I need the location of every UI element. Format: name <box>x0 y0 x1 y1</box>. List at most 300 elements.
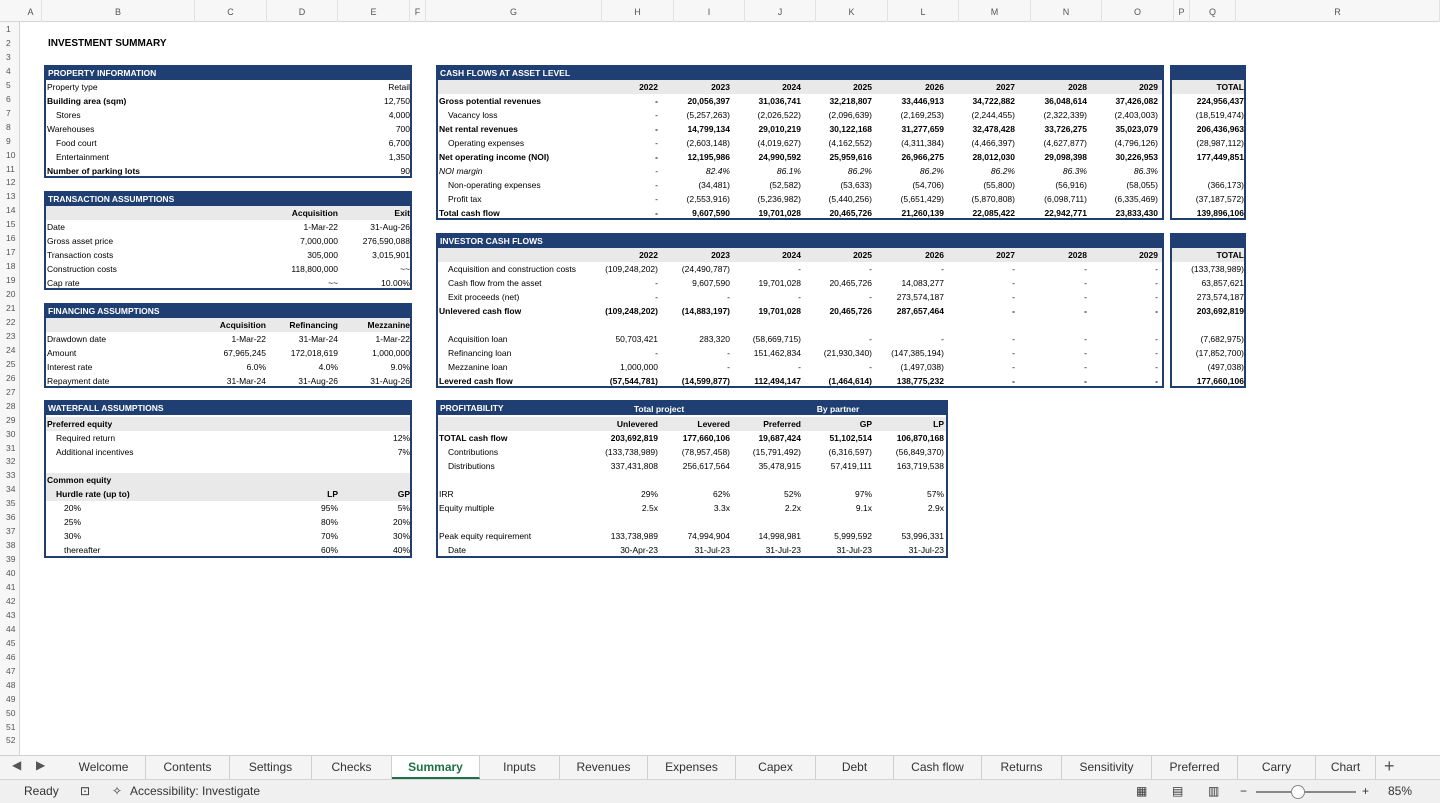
hurdle-header[interactable]: LP <box>327 489 338 499</box>
row-total[interactable]: 273,574,187 <box>1196 292 1244 302</box>
transaction-label[interactable]: Date <box>47 222 65 232</box>
year-header[interactable]: 2027 <box>996 250 1015 260</box>
row-value[interactable] <box>874 515 944 529</box>
hurdle-rate[interactable]: 30% <box>64 531 82 541</box>
row-header-30[interactable]: 30 <box>6 428 16 439</box>
row-value[interactable]: - <box>727 362 730 372</box>
row-header-17[interactable]: 17 <box>6 247 16 258</box>
row-value[interactable]: - <box>655 166 658 176</box>
row-value[interactable]: - <box>941 334 944 344</box>
row-value[interactable]: 74,994,904 <box>687 531 730 541</box>
row-header-2[interactable]: 2 <box>6 37 11 48</box>
row-value[interactable]: (56,849,370) <box>895 447 944 457</box>
row-value[interactable]: 22,085,422 <box>972 208 1015 218</box>
row-value[interactable]: - <box>798 264 801 274</box>
row-header-1[interactable]: 1 <box>6 24 11 34</box>
row-total[interactable]: (37,187,572) <box>1195 194 1244 204</box>
transaction-label[interactable]: Construction costs <box>47 264 117 274</box>
row-value[interactable]: 203,692,819 <box>610 433 658 443</box>
year-header[interactable]: 2028 <box>1068 82 1087 92</box>
row-value[interactable]: (2,096,639) <box>828 110 872 120</box>
row-header-23[interactable]: 23 <box>6 330 16 341</box>
row-value[interactable]: 20,465,726 <box>829 306 872 316</box>
year-header[interactable]: 2026 <box>925 250 944 260</box>
row-value[interactable]: - <box>1155 278 1158 288</box>
financing-label[interactable]: Interest rate <box>47 362 93 372</box>
tab-inputs[interactable]: Inputs <box>480 756 560 779</box>
tab-revenues[interactable]: Revenues <box>560 756 648 779</box>
col-header[interactable]: Refinancing <box>289 320 338 330</box>
row-value[interactable]: 106,870,168 <box>896 433 944 443</box>
row-value[interactable]: 20,056,397 <box>687 96 730 106</box>
year-header[interactable]: 2025 <box>853 82 872 92</box>
row-header-4[interactable]: 4 <box>6 65 11 76</box>
row-value[interactable] <box>660 473 730 487</box>
column-header-d[interactable]: D <box>267 0 338 22</box>
row-value[interactable]: 86.2% <box>990 166 1015 176</box>
row-value[interactable]: 3.3x <box>713 503 730 513</box>
row-value[interactable]: - <box>1084 292 1087 302</box>
tab-chart[interactable]: Chart <box>1316 756 1376 779</box>
row-value[interactable]: 273,574,187 <box>896 292 944 302</box>
row-value[interactable]: - <box>1012 306 1015 316</box>
column-header-o[interactable]: O <box>1102 0 1174 22</box>
total-header[interactable]: TOTAL <box>1216 82 1244 92</box>
year-header[interactable]: 2022 <box>639 250 658 260</box>
year-header[interactable]: 2023 <box>711 250 730 260</box>
row-header-9[interactable]: 9 <box>6 135 11 146</box>
row-value[interactable]: (4,311,384) <box>901 138 944 148</box>
col-header[interactable]: Exit <box>394 208 410 218</box>
tab-sensitivity[interactable]: Sensitivity <box>1062 756 1152 779</box>
row-value[interactable]: 32,218,807 <box>829 96 872 106</box>
year-header[interactable]: 2024 <box>782 250 801 260</box>
row-header-32[interactable]: 32 <box>6 456 16 467</box>
tab-debt[interactable]: Debt <box>816 756 894 779</box>
hurdle-gp[interactable]: 20% <box>392 517 410 527</box>
column-header-r[interactable]: R <box>1236 0 1440 22</box>
row-value[interactable]: (1,464,614) <box>828 376 872 386</box>
financing-value[interactable]: 31-Mar-24 <box>298 334 338 344</box>
tab-cash-flow[interactable]: Cash flow <box>894 756 982 779</box>
row-value[interactable]: - <box>869 292 872 302</box>
tab-checks[interactable]: Checks <box>312 756 392 779</box>
row-value[interactable]: 12,195,986 <box>687 152 730 162</box>
row-value[interactable]: 57% <box>926 489 944 499</box>
row-header-35[interactable]: 35 <box>6 498 16 509</box>
row-value[interactable] <box>660 515 730 529</box>
col-header[interactable]: Acquisition <box>291 208 338 218</box>
row-header-28[interactable]: 28 <box>6 400 16 411</box>
column-header-q[interactable]: Q <box>1190 0 1236 22</box>
row-value[interactable]: 5,999,592 <box>834 531 872 541</box>
row-label[interactable]: Peak equity requirement <box>439 531 532 541</box>
row-value[interactable]: 24,990,592 <box>758 152 801 162</box>
column-header-k[interactable]: K <box>816 0 888 22</box>
property-value[interactable]: 700 <box>395 124 410 134</box>
row-value[interactable]: 138,775,232 <box>896 376 944 386</box>
row-total[interactable] <box>1172 318 1244 332</box>
row-header-8[interactable]: 8 <box>6 121 11 132</box>
row-label[interactable]: Net operating income (NOI) <box>439 152 550 162</box>
row-value[interactable]: 21,260,139 <box>901 208 944 218</box>
financing-label[interactable]: Repayment date <box>47 376 110 386</box>
column-header-i[interactable]: I <box>674 0 745 22</box>
row-value[interactable]: (58,669,715) <box>752 334 801 344</box>
row-header-42[interactable]: 42 <box>6 595 16 606</box>
row-value[interactable]: 177,660,106 <box>682 433 730 443</box>
zoom-in-icon[interactable]: + <box>1362 784 1370 798</box>
row-value[interactable]: 283,320 <box>699 334 730 344</box>
row-value[interactable]: 256,617,564 <box>682 461 730 471</box>
row-header-44[interactable]: 44 <box>6 623 16 634</box>
row-value[interactable]: 53,996,331 <box>901 531 944 541</box>
property-label[interactable]: Building area (sqm) <box>47 96 127 106</box>
row-value[interactable]: - <box>655 138 658 148</box>
tab-welcome[interactable]: Welcome <box>62 756 146 779</box>
row-value[interactable] <box>731 515 801 529</box>
row-header-46[interactable]: 46 <box>6 651 16 662</box>
year-header[interactable]: 2027 <box>996 82 1015 92</box>
row-total[interactable]: (366,173) <box>1207 180 1244 190</box>
row-value[interactable]: (4,627,877) <box>1043 138 1087 148</box>
row-label[interactable]: TOTAL cash flow <box>439 433 508 443</box>
row-value[interactable]: - <box>1084 264 1087 274</box>
transaction-value[interactable]: 305,000 <box>307 250 338 260</box>
row-value[interactable]: - <box>655 96 658 106</box>
row-value[interactable]: 86.2% <box>847 166 872 176</box>
row-value[interactable]: (4,162,552) <box>828 138 872 148</box>
row-value[interactable]: 19,701,028 <box>758 208 801 218</box>
row-value[interactable]: - <box>1012 278 1015 288</box>
transaction-value[interactable]: 31-Aug-26 <box>370 222 410 232</box>
row-header-31[interactable]: 31 <box>6 442 16 453</box>
row-value[interactable]: 33,726,275 <box>1044 124 1087 134</box>
year-header[interactable]: 2029 <box>1139 82 1158 92</box>
row-header-47[interactable]: 47 <box>6 665 16 676</box>
row-value[interactable]: 30,226,953 <box>1115 152 1158 162</box>
hurdle-header[interactable]: GP <box>397 489 410 499</box>
row-value[interactable]: 20,465,726 <box>829 278 872 288</box>
row-header-34[interactable]: 34 <box>6 484 16 495</box>
row-value[interactable]: - <box>941 264 944 274</box>
row-label[interactable]: Acquisition loan <box>448 334 508 344</box>
row-value[interactable] <box>731 473 801 487</box>
property-value[interactable]: 4,000 <box>388 110 410 120</box>
row-value[interactable]: 50,703,421 <box>615 334 658 344</box>
col-header[interactable]: Levered <box>697 419 730 429</box>
row-header-38[interactable]: 38 <box>6 540 16 551</box>
row-value[interactable]: (2,169,253) <box>900 110 944 120</box>
transaction-label[interactable]: Cap rate <box>47 278 80 288</box>
row-value[interactable]: 37,426,082 <box>1115 96 1158 106</box>
property-label[interactable]: Food court <box>56 138 97 148</box>
row-total[interactable]: (497,038) <box>1207 362 1244 372</box>
row-label[interactable]: Exit proceeds (net) <box>448 292 520 302</box>
year-header[interactable]: 2022 <box>639 82 658 92</box>
macro-record-icon[interactable]: ⊡ <box>80 784 91 798</box>
row-value[interactable] <box>660 318 730 332</box>
row-label[interactable]: Levered cash flow <box>439 376 513 386</box>
row-value[interactable]: 25,959,616 <box>829 152 872 162</box>
zoom-out-icon[interactable]: − <box>1240 784 1248 798</box>
row-value[interactable]: 22,942,771 <box>1044 208 1087 218</box>
column-header-c[interactable]: C <box>195 0 267 22</box>
row-label[interactable]: IRR <box>439 489 454 499</box>
row-value[interactable]: (5,651,429) <box>900 194 944 204</box>
financing-value[interactable]: 31-Aug-26 <box>370 376 410 386</box>
row-value[interactable]: 133,738,989 <box>610 531 658 541</box>
tab-contents[interactable]: Contents <box>146 756 230 779</box>
row-value[interactable]: (24,490,787) <box>681 264 730 274</box>
row-value[interactable]: - <box>655 180 658 190</box>
row-value[interactable]: 34,722,882 <box>972 96 1015 106</box>
hurdle-lp[interactable]: 70% <box>320 531 338 541</box>
row-value[interactable]: 32,478,428 <box>972 124 1015 134</box>
row-value[interactable]: 86.3% <box>1062 166 1087 176</box>
tab-carry[interactable]: Carry <box>1238 756 1316 779</box>
hurdle-rate[interactable]: 20% <box>64 503 82 513</box>
row-total[interactable]: 203,692,819 <box>1196 306 1244 316</box>
row-value[interactable]: (55,800) <box>983 180 1015 190</box>
zoom-slider-thumb[interactable] <box>1291 785 1305 799</box>
row-value[interactable]: - <box>1012 264 1015 274</box>
transaction-value[interactable]: 118,800,000 <box>291 264 338 274</box>
row-label[interactable]: Distributions <box>448 461 495 471</box>
row-label[interactable]: Equity multiple <box>439 503 495 513</box>
row-value[interactable]: 57,419,111 <box>830 461 872 471</box>
row-value[interactable]: 337,431,808 <box>610 461 658 471</box>
transaction-value[interactable]: 3,015,901 <box>372 250 410 260</box>
row-value[interactable]: (2,244,455) <box>971 110 1015 120</box>
row-header-26[interactable]: 26 <box>6 372 16 383</box>
row-header-36[interactable]: 36 <box>6 512 16 523</box>
row-value[interactable]: 9,607,590 <box>692 278 730 288</box>
row-header-27[interactable]: 27 <box>6 386 16 397</box>
financing-value[interactable]: 31-Aug-26 <box>298 376 338 386</box>
row-total[interactable]: 206,436,963 <box>1196 124 1244 134</box>
row-value[interactable]: 14,998,981 <box>758 531 801 541</box>
tab-preferred[interactable]: Preferred <box>1152 756 1238 779</box>
property-label[interactable]: Entertainment <box>56 152 109 162</box>
row-value[interactable]: (2,403,003) <box>1114 110 1158 120</box>
row-value[interactable]: 30,122,168 <box>829 124 872 134</box>
transaction-label[interactable]: Gross asset price <box>47 236 114 246</box>
row-value[interactable]: (6,335,469) <box>1114 194 1158 204</box>
row-value[interactable] <box>1088 318 1158 332</box>
year-header[interactable]: 2028 <box>1068 250 1087 260</box>
row-total[interactable]: (17,852,700) <box>1195 348 1244 358</box>
row-total[interactable]: (7,682,975) <box>1200 334 1244 344</box>
preferred-label[interactable]: Preferred equity <box>47 419 113 429</box>
row-value[interactable]: 31-Jul-23 <box>908 545 944 555</box>
row-value[interactable] <box>874 473 944 487</box>
transaction-value[interactable]: 1-Mar-22 <box>303 222 338 232</box>
row-value[interactable]: 9,607,590 <box>692 208 730 218</box>
row-value[interactable]: (2,026,522) <box>757 110 801 120</box>
row-total[interactable]: 63,857,621 <box>1201 278 1244 288</box>
row-value[interactable]: 30-Apr-23 <box>620 545 658 555</box>
row-value[interactable]: (53,633) <box>840 180 872 190</box>
transaction-value[interactable]: 10.00% <box>381 278 410 288</box>
row-value[interactable]: 31,277,659 <box>901 124 944 134</box>
row-value[interactable]: 151,462,834 <box>753 348 801 358</box>
row-value[interactable]: 35,478,915 <box>758 461 801 471</box>
financing-value[interactable]: 4.0% <box>318 362 338 372</box>
row-value[interactable]: 287,657,464 <box>896 306 944 316</box>
hurdle-rate[interactable]: 25% <box>64 517 82 527</box>
row-header-22[interactable]: 22 <box>6 316 16 327</box>
row-value[interactable]: 97% <box>854 489 872 499</box>
row-value[interactable]: (5,440,256) <box>828 194 872 204</box>
row-header-45[interactable]: 45 <box>6 637 16 648</box>
transaction-value[interactable]: 7,000,000 <box>300 236 338 246</box>
row-header-11[interactable]: 11 <box>6 163 15 174</box>
row-value[interactable] <box>588 318 658 332</box>
row-header-41[interactable]: 41 <box>6 582 16 592</box>
row-value[interactable]: 31-Jul-23 <box>765 545 801 555</box>
row-value[interactable] <box>1017 318 1087 332</box>
row-label[interactable] <box>439 515 589 529</box>
row-label[interactable]: Total cash flow <box>439 208 500 218</box>
column-header-f[interactable]: F <box>410 0 426 22</box>
column-header-j[interactable]: J <box>745 0 816 22</box>
financing-value[interactable]: 67,965,245 <box>223 348 266 358</box>
row-value[interactable]: (6,316,597) <box>828 447 872 457</box>
total-header[interactable]: TOTAL <box>1216 250 1244 260</box>
row-value[interactable]: - <box>727 348 730 358</box>
row-label[interactable]: Vacancy loss <box>448 110 498 120</box>
tab-summary[interactable]: Summary <box>392 756 480 779</box>
property-label[interactable]: Warehouses <box>47 124 95 134</box>
row-value[interactable]: - <box>1012 334 1015 344</box>
row-value[interactable]: (4,019,627) <box>757 138 801 148</box>
row-label[interactable]: Non-operating expenses <box>448 180 541 190</box>
row-value[interactable]: - <box>1012 376 1015 386</box>
row-total[interactable] <box>1172 164 1244 178</box>
row-value[interactable]: 29% <box>640 489 658 499</box>
row-value[interactable]: 2.9x <box>927 503 944 513</box>
row-value[interactable]: - <box>1012 292 1015 302</box>
page-break-icon[interactable]: ▥ <box>1208 784 1220 798</box>
row-value[interactable]: - <box>798 292 801 302</box>
row-header-18[interactable]: 18 <box>6 261 16 272</box>
row-total[interactable]: 177,449,851 <box>1196 152 1244 162</box>
row-header-13[interactable]: 13 <box>6 191 16 202</box>
row-value[interactable]: (58,055) <box>1126 180 1158 190</box>
row-label[interactable]: Refinancing loan <box>448 348 512 358</box>
row-total[interactable]: (18,519,474) <box>1195 110 1244 120</box>
row-value[interactable]: 36,048,614 <box>1044 96 1087 106</box>
row-value[interactable]: (78,957,458) <box>681 447 730 457</box>
accessibility-icon[interactable]: ✧ <box>112 784 123 798</box>
row-header-5[interactable]: 5 <box>6 79 11 90</box>
year-header[interactable]: 2025 <box>853 250 872 260</box>
row-value[interactable]: 163,719,538 <box>896 461 944 471</box>
row-value[interactable]: 28,012,030 <box>972 152 1015 162</box>
row-value[interactable] <box>802 473 872 487</box>
col-header[interactable]: GP <box>859 419 872 429</box>
row-value[interactable] <box>945 318 1015 332</box>
row-header-14[interactable]: 14 <box>6 205 16 216</box>
hurdle-gp[interactable]: 5% <box>397 503 410 513</box>
row-value[interactable]: 29,098,398 <box>1044 152 1087 162</box>
col-header[interactable]: Acquisition <box>219 320 266 330</box>
row-value[interactable]: 35,023,079 <box>1115 124 1158 134</box>
accessibility-status[interactable]: Accessibility: Investigate <box>130 784 261 798</box>
financing-value[interactable]: 172,018,619 <box>290 348 338 358</box>
row-value[interactable]: - <box>655 292 658 302</box>
transaction-value[interactable]: ~~ <box>400 264 410 274</box>
row-value[interactable]: - <box>869 334 872 344</box>
row-value[interactable]: (52,582) <box>769 180 801 190</box>
row-value[interactable]: (56,916) <box>1055 180 1087 190</box>
row-header-20[interactable]: 20 <box>6 289 16 300</box>
row-value[interactable]: (6,098,711) <box>1044 194 1087 204</box>
row-header-25[interactable]: 25 <box>6 358 16 369</box>
row-header-7[interactable]: 7 <box>6 107 11 118</box>
row-value[interactable]: (57,544,781) <box>609 376 658 386</box>
row-value[interactable]: (4,466,397) <box>971 138 1015 148</box>
row-label[interactable]: Net rental revenues <box>439 124 518 134</box>
property-value[interactable]: 1,350 <box>388 152 410 162</box>
row-value[interactable]: - <box>1155 306 1158 316</box>
transaction-value[interactable]: 276,590,088 <box>362 236 410 246</box>
year-header[interactable]: 2023 <box>711 82 730 92</box>
row-value[interactable]: 23,833,430 <box>1115 208 1158 218</box>
row-value[interactable]: (5,257,263) <box>686 110 730 120</box>
row-header-29[interactable]: 29 <box>6 414 16 425</box>
row-value[interactable]: - <box>1012 348 1015 358</box>
transaction-label[interactable]: Transaction costs <box>47 250 114 260</box>
hurdle-lp[interactable]: 80% <box>320 517 338 527</box>
row-value[interactable]: (133,738,989) <box>605 447 658 457</box>
additional-incentives-label[interactable]: Additional incentives <box>56 447 134 457</box>
row-value[interactable]: (4,796,126) <box>1114 138 1158 148</box>
column-header-a[interactable]: A <box>20 0 42 22</box>
row-value[interactable]: (34,481) <box>698 180 730 190</box>
worksheet-grid[interactable] <box>21 22 1440 755</box>
row-value[interactable]: 1,000,000 <box>620 362 658 372</box>
property-value[interactable]: 12,750 <box>384 96 410 106</box>
row-value[interactable]: - <box>1084 306 1087 316</box>
property-label[interactable]: Property type <box>47 82 98 92</box>
row-label[interactable]: Acquisition and construction costs <box>448 264 577 274</box>
row-value[interactable]: - <box>1155 362 1158 372</box>
row-value[interactable]: 29,010,219 <box>758 124 801 134</box>
row-value[interactable]: 31-Jul-23 <box>836 545 872 555</box>
row-total[interactable]: (133,738,989) <box>1191 264 1244 274</box>
row-value[interactable]: 82.4% <box>705 166 730 176</box>
normal-view-icon[interactable]: ▦ <box>1136 784 1148 798</box>
row-label[interactable]: Profit tax <box>448 194 482 204</box>
row-value[interactable]: - <box>655 152 658 162</box>
row-value[interactable]: 86.1% <box>776 166 801 176</box>
row-header-16[interactable]: 16 <box>6 233 16 244</box>
row-value[interactable]: (14,599,877) <box>681 376 730 386</box>
column-header-n[interactable]: N <box>1031 0 1102 22</box>
row-value[interactable]: - <box>655 110 658 120</box>
row-value[interactable] <box>802 515 872 529</box>
tab-capex[interactable]: Capex <box>736 756 816 779</box>
transaction-value[interactable]: ~~ <box>328 278 338 288</box>
zoom-slider-track[interactable] <box>1256 791 1356 793</box>
common-equity-label[interactable]: Common equity <box>47 475 112 485</box>
row-value[interactable]: (2,553,916) <box>686 194 730 204</box>
row-label[interactable]: Date <box>448 545 466 555</box>
year-header[interactable]: 2029 <box>1139 250 1158 260</box>
row-value[interactable]: (15,791,492) <box>752 447 801 457</box>
